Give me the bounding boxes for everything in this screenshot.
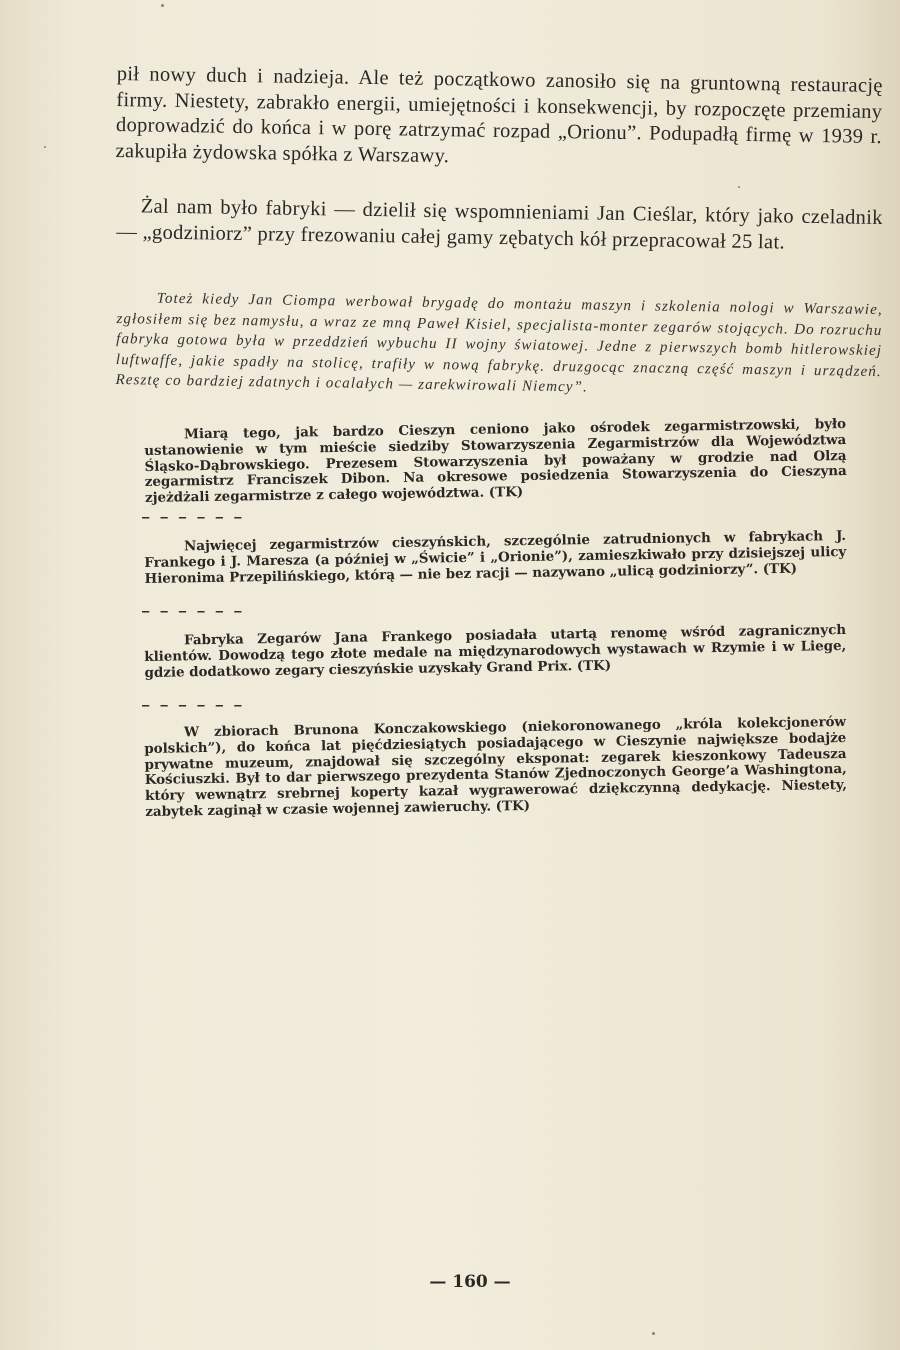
note-separator: — — — — — —: [142, 698, 244, 712]
paper-speck: [44, 146, 46, 148]
note-fabryka-frankego: Fabryka Zegarów Jana Frankego posiadała utartą renomę wśród zagranicznych klientów. Dowodzą tego złote medale na międzynarodowych wystawach w Rzymie i w Liege, gdzie dodatkowo zegary cieszyńskie uzyskały Grand Prix. (TK): [144, 621, 847, 681]
paper-speck: [738, 186, 740, 188]
paragraph-jan-cieslar: Żal nam było fabryki — dzielił się wspomnieniami Jan Cieślar, który jako czeladnik — „godziniorz” przy frezowaniu całej gamy zębatych kół przepracował 25 lat.: [116, 195, 883, 253]
paper-speck: [161, 4, 164, 7]
note-separator: — — — — — —: [142, 604, 244, 618]
note-stowarzyszenie: Miarą tego, jak bardzo Cieszyn ceniono jako ośrodek zegarmistrzowski, było ustanowienie w tym mieście siedziby Stowarzyszenia Zegarmistrzów dla Województwa Śląsko-Dąbrowskiego. Prezesem Stowarzyszenia był poważany w grodzie nad Olzą zegarmistrz Franciszek Dibon. Na okresowe posiedzenia Stowarzyszenia do Cieszyna zjeżdżali zegarmistrze z całego województwa. (TK): [144, 415, 847, 507]
paper-speck: [652, 1332, 655, 1335]
quote-block: Toteż kiedy Jan Ciompa werbował brygadę do montażu maszyn i szkolenia nologi w Warszawie, zgłosiłem się bez namysłu, a wraz ze mną Paweł Kisiel, specjalista-monter zegarów stojących. Do rozruchu fabryka gotowa była w przeddzień wybuchu II wojny światowej. Jedne z pierwszych bomb hitlerowskiej luftwaffe, jakie spadły na stolicę, trafiły w nową fabrykę. druzgocąc znaczną część maszyn i urządzeń. Resztę co bardziej zdatnych i ocalałych — zarekwirowali Niemcy”.: [115, 290, 883, 396]
page-number: — 160 —: [429, 1272, 511, 1292]
note-ulica-godziniorzy: Najwięcej zegarmistrzów cieszyńskich, szczególnie zatrudnionych w fabrykach J. Frankego i J. Maresza (a później w „Świcie” i „Orionie”), zamieszkiwało przy dzisiejszej ulicy Hieronima Przepilińskiego, którą — nie bez racji — nazywano „ulicą godziniorzy”. (TK): [144, 527, 847, 587]
paragraph-continuation: pił nowy duch i nadzieja. Ale też początkowo zanosiło się na gruntowną restaurację firmy. Niestety, zabrakło energii, umiejętności i konsekwencji, by rozpoczęte przemiany doprowadzić do końca i w porę zatrzymać rozpad „Orionu”. Podupadłą firmę w 1939 r. zakupiła żydowska spółka z Warszawy.: [115, 62, 883, 167]
note-zegarek-kosciuszki: W zbiorach Brunona Konczakowskiego (niekoronowanego „króla kolekcjonerów polskich”), do końca lat pięćdziesiątych posiadającego w Cieszynie największe bodajże prywatne muzeum, znajdował się szczególny eksponat: zegarek kieszonkowy Tadeusza Kościuszki. Był to dar pierwszego prezydenta Stanów Zjednoczonych George’a Washingtona, który wewnątrz srebrnej koperty kazał wygrawerować dziękczynną dedykację. Niestety, zabytek zaginął w czasie wojennej zawieruchy. (TK): [144, 713, 848, 820]
note-separator: — — — — — —: [142, 510, 244, 524]
